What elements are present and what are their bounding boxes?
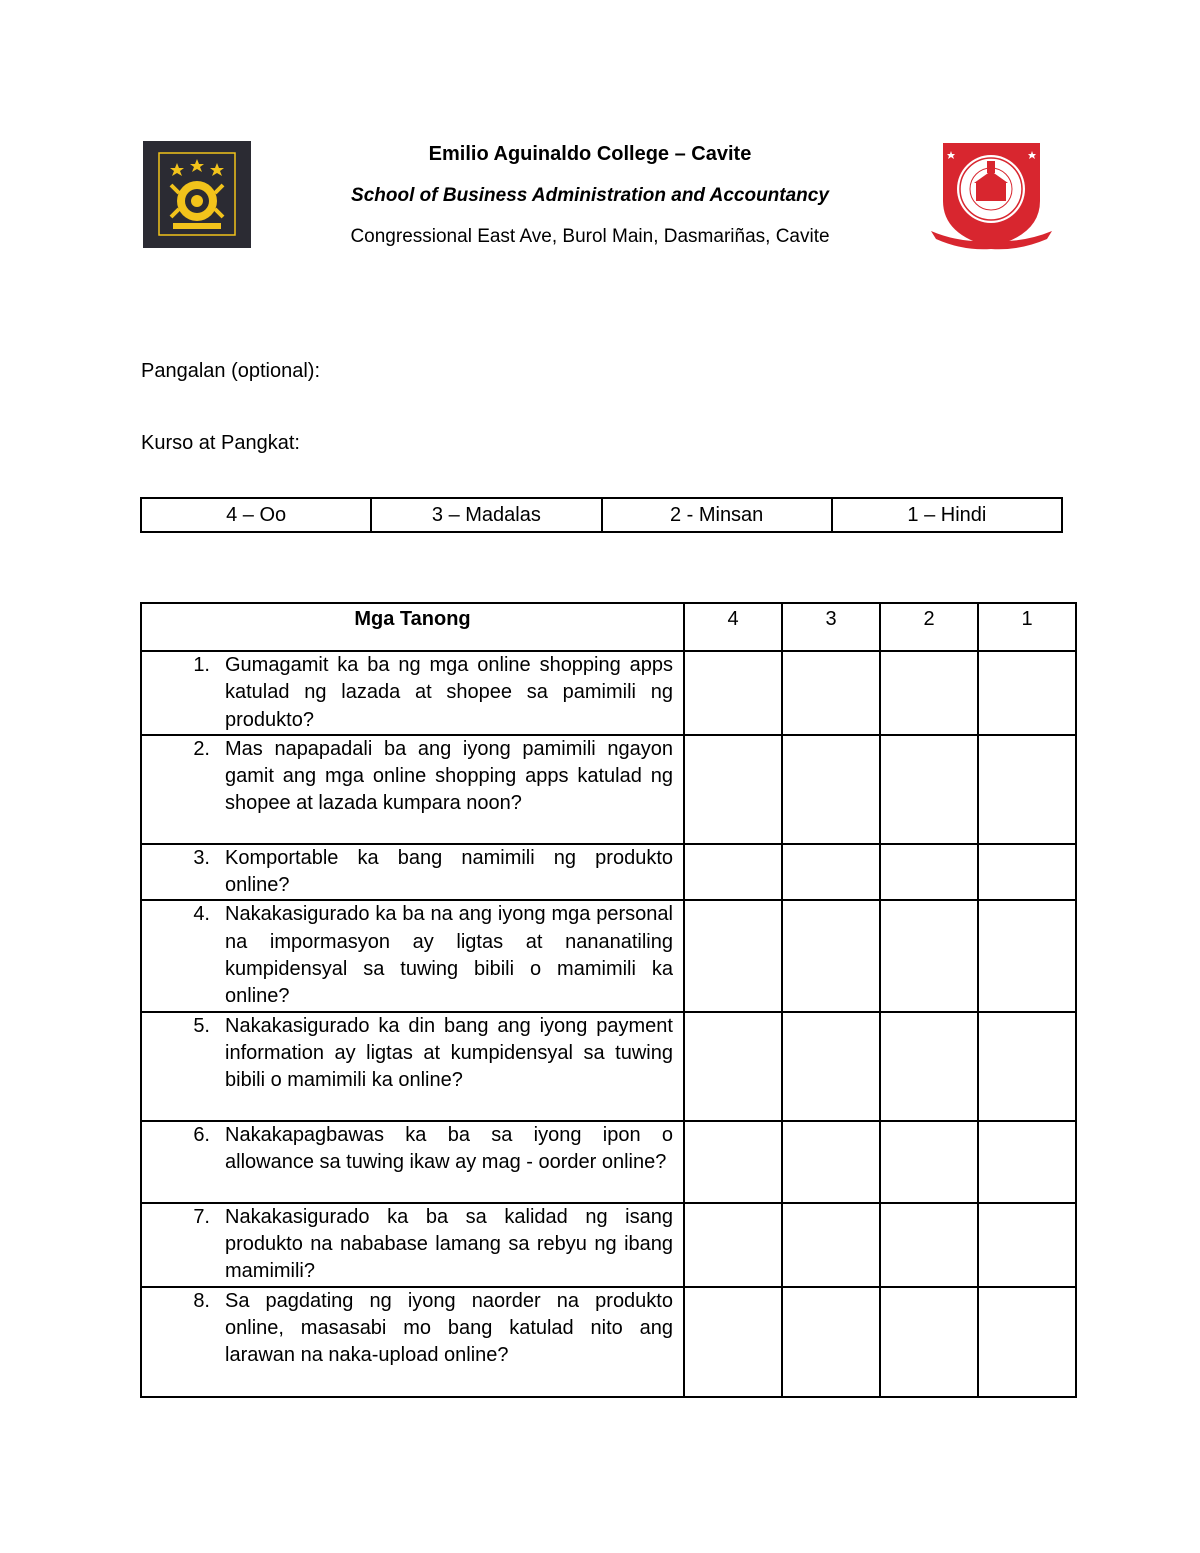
- rating-3-column-header: 3: [782, 603, 880, 651]
- school-seal-logo: [143, 141, 251, 248]
- question-text: Nakakasigurado ka din bang ang iyong payment information ay ligtas at kumpidensyal sa tuwing bibili o mamimili ka online?: [225, 1014, 673, 1092]
- questions-column-header: Mga Tanong: [141, 603, 684, 651]
- rating-cell-1[interactable]: [978, 1121, 1076, 1203]
- question-number: 2.: [193, 737, 210, 760]
- question-row: [141, 1121, 1076, 1203]
- rating-cell-3[interactable]: [782, 1203, 880, 1287]
- question-number: 8.: [193, 1289, 210, 1312]
- name-field-label: Pangalan (optional):: [141, 360, 321, 382]
- rating-cell-2[interactable]: [880, 1287, 978, 1397]
- scale-option: 3 – Madalas: [371, 498, 601, 532]
- scale-option: 1 – Hindi: [832, 498, 1062, 532]
- rating-cell-3[interactable]: [782, 844, 880, 901]
- rating-cell-4[interactable]: [684, 1287, 782, 1397]
- scale-option: 2 - Minsan: [602, 498, 832, 532]
- rating-cell-2[interactable]: [880, 900, 978, 1011]
- question-number: 3.: [193, 846, 210, 869]
- rating-cell-3[interactable]: [782, 1121, 880, 1203]
- question-row: [141, 844, 1076, 901]
- rating-cell-3[interactable]: [782, 735, 880, 844]
- rating-cell-3[interactable]: [782, 900, 880, 1011]
- question-row: [141, 735, 1076, 844]
- rating-cell-2[interactable]: [880, 651, 978, 735]
- rating-cell-4[interactable]: [684, 844, 782, 901]
- rating-cell-1[interactable]: [978, 844, 1076, 901]
- question-text: Nakakapagbawas ka ba sa iyong ipon o allowance sa tuwing ikaw ay mag - oorder online?: [225, 1123, 673, 1173]
- rating-2-column-header: 2: [880, 603, 978, 651]
- course-section-field-label: Kurso at Pangkat:: [141, 432, 300, 454]
- question-number: 4.: [193, 903, 210, 926]
- question-cell: [141, 651, 684, 735]
- rating-cell-1[interactable]: [978, 651, 1076, 735]
- rating-scale-legend: [140, 497, 1063, 533]
- rating-cell-4[interactable]: [684, 900, 782, 1011]
- scale-option: 4 – Oo: [141, 498, 371, 532]
- question-cell: [141, 1012, 684, 1121]
- rating-cell-3[interactable]: [782, 1012, 880, 1121]
- question-number: 7.: [193, 1205, 210, 1228]
- rating-1-column-header: 1: [978, 603, 1076, 651]
- rating-cell-4[interactable]: [684, 651, 782, 735]
- question-text: Mas napapadali ba ang iyong pamimili ngayon gamit ang mga online shopping apps katulad ng shopee at lazada kumpara noon?: [225, 737, 673, 815]
- rating-cell-4[interactable]: [684, 1203, 782, 1287]
- rating-4-column-header: 4: [684, 603, 782, 651]
- question-cell: [141, 1203, 684, 1287]
- question-cell: [141, 1287, 684, 1397]
- rating-cell-1[interactable]: [978, 1012, 1076, 1121]
- school-address: Congressional East Ave, Burol Main, Dasmariñas, Cavite: [350, 226, 830, 247]
- question-text: Komportable ka bang namimili ng produkto online?: [225, 846, 673, 897]
- rating-cell-3[interactable]: [782, 1287, 880, 1397]
- question-cell: [141, 900, 684, 1011]
- question-row: [141, 1012, 1076, 1121]
- question-cell: [141, 1121, 684, 1203]
- rating-cell-2[interactable]: [880, 1012, 978, 1121]
- question-row: [141, 1287, 1076, 1397]
- question-row: [141, 1203, 1076, 1287]
- rating-cell-2[interactable]: [880, 1121, 978, 1203]
- question-number: 5.: [193, 1014, 210, 1037]
- survey-table: [140, 602, 1077, 1398]
- rating-cell-4[interactable]: [684, 1121, 782, 1203]
- question-cell: [141, 844, 684, 901]
- survey-header-row: [141, 603, 1076, 651]
- rating-cell-2[interactable]: [880, 735, 978, 844]
- emilio-aguinaldo-college-shield-logo: [929, 139, 1054, 251]
- question-row: [141, 651, 1076, 735]
- school-name: School of Business Administration and Accountancy: [351, 185, 829, 206]
- rating-cell-1[interactable]: [978, 900, 1076, 1011]
- rating-cell-1[interactable]: [978, 1203, 1076, 1287]
- question-cell: [141, 735, 684, 844]
- rating-cell-4[interactable]: [684, 735, 782, 844]
- rating-cell-1[interactable]: [978, 735, 1076, 844]
- question-row: [141, 900, 1076, 1011]
- question-number: 6.: [193, 1123, 210, 1146]
- question-text: Sa pagdating ng iyong naorder na produkto online, masasabi mo bang katulad nito ang larawan na naka-upload online?: [225, 1289, 673, 1367]
- rating-cell-2[interactable]: [880, 844, 978, 901]
- question-text: Nakakasigurado ka ba sa kalidad ng isang produkto na nababase lamang sa rebyu ng ibang mamimili?: [225, 1205, 673, 1283]
- question-text: Nakakasigurado ka ba na ang iyong mga personal na impormasyon ay ligtas at nananatiling kumpidensyal sa tuwing bibili o mamimili ka online?: [225, 903, 673, 1008]
- question-number: 1.: [193, 654, 210, 676]
- question-text: Gumagamit ka ba ng mga online shopping apps katulad ng lazada at shopee sa pamimili ng produkto?: [225, 654, 673, 731]
- rating-cell-1[interactable]: [978, 1287, 1076, 1397]
- rating-cell-2[interactable]: [880, 1203, 978, 1287]
- rating-cell-4[interactable]: [684, 1012, 782, 1121]
- rating-cell-3[interactable]: [782, 651, 880, 735]
- college-name: Emilio Aguinaldo College – Cavite: [428, 143, 752, 165]
